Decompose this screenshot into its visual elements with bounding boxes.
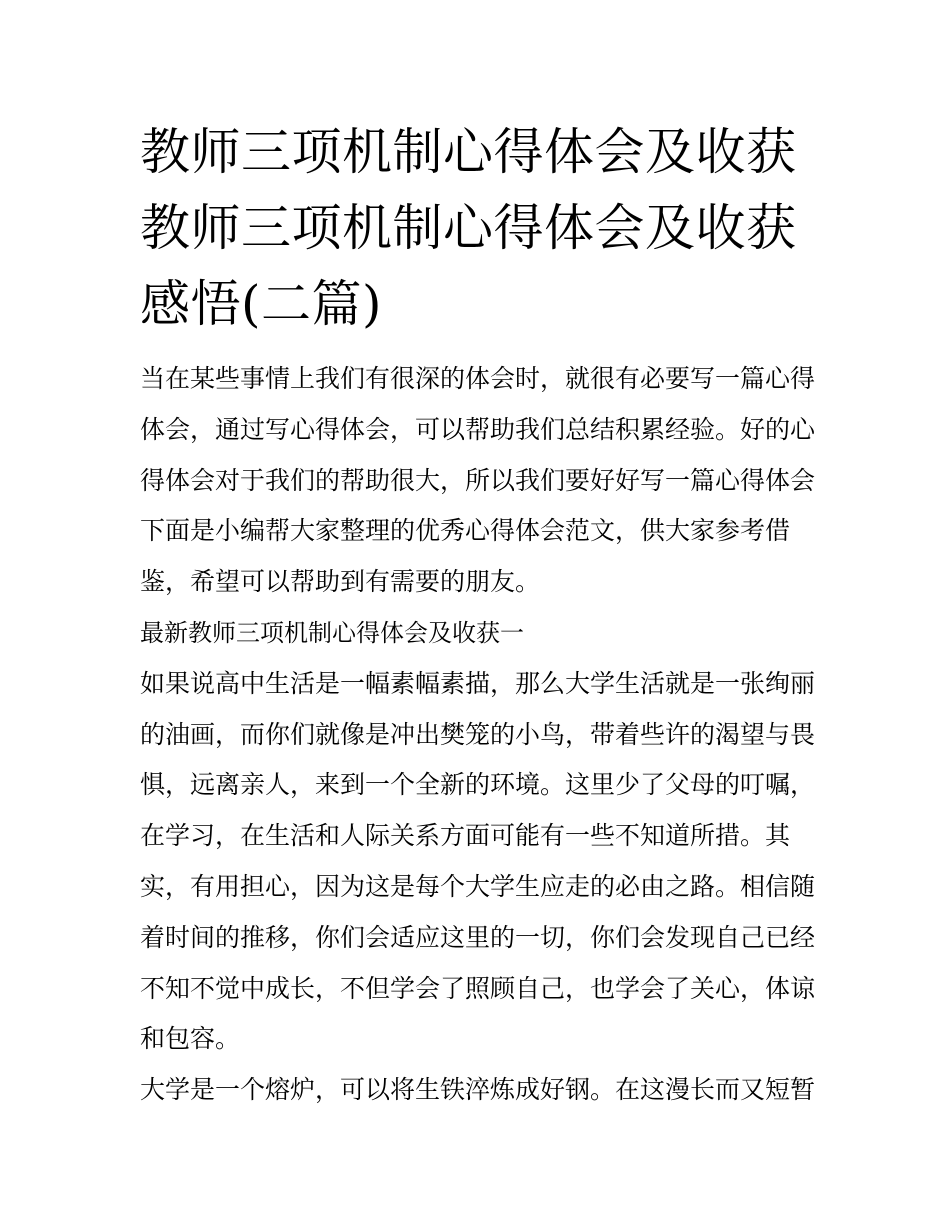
- text-line: 得体会对于我们的帮助很大，所以我们要好好写一篇心得体会: [140, 465, 816, 495]
- text-line: 实，有用担心，因为这是每个大学生应走的必由之路。相信随: [140, 871, 816, 901]
- text-line: 在学习，在生活和人际关系方面可能有一些不知道所措。其: [140, 821, 791, 851]
- text-line: 和包容。: [140, 1024, 241, 1054]
- text-line: 的油画，而你们就像是冲出樊笼的小鸟，带着些许的渴望与畏: [140, 719, 816, 749]
- intro-paragraph: [140, 354, 830, 608]
- text-line: 当在某些事情上我们有很深的体会时，就很有必要写一篇心得: [140, 364, 816, 393]
- text-line: 惧，远离亲人，来到一个全新的环境。这里少了父母的叮嘱，: [140, 770, 816, 800]
- section-heading-text: 最新教师三项机制心得体会及收获一: [140, 618, 524, 647]
- section-heading: [140, 608, 830, 659]
- title-line: 教师三项机制心得体会及收获: [140, 123, 797, 181]
- text-line: 大学是一个熔炉，可以将生铁淬炼成好钢。在这漫长而又短暂: [140, 1075, 816, 1105]
- text-line: 如果说高中生活是一幅素幅素描，那么大学生活就是一张绚丽: [140, 668, 816, 698]
- text-line: 体会，通过写心得体会，可以帮助我们总结积累经验。好的心: [140, 414, 816, 444]
- title-line: 感悟(二篇): [140, 275, 383, 333]
- title-line: 教师三项机制心得体会及收获: [140, 199, 797, 257]
- text-line: 着时间的推移，你们会适应这里的一切，你们会发现自己已经: [140, 922, 816, 952]
- text-line: 不知不觉中成长，不但学会了照顾自己，也学会了关心，体谅: [140, 973, 816, 1003]
- body-paragraph: [140, 1065, 830, 1116]
- document-title: [140, 114, 820, 342]
- body-paragraph: [140, 659, 830, 1065]
- text-line: 下面是小编帮大家整理的优秀心得体会范文，供大家参考借: [140, 516, 791, 546]
- document-body: [140, 354, 830, 1116]
- text-line: 鉴，希望可以帮助到有需要的朋友。: [140, 567, 541, 597]
